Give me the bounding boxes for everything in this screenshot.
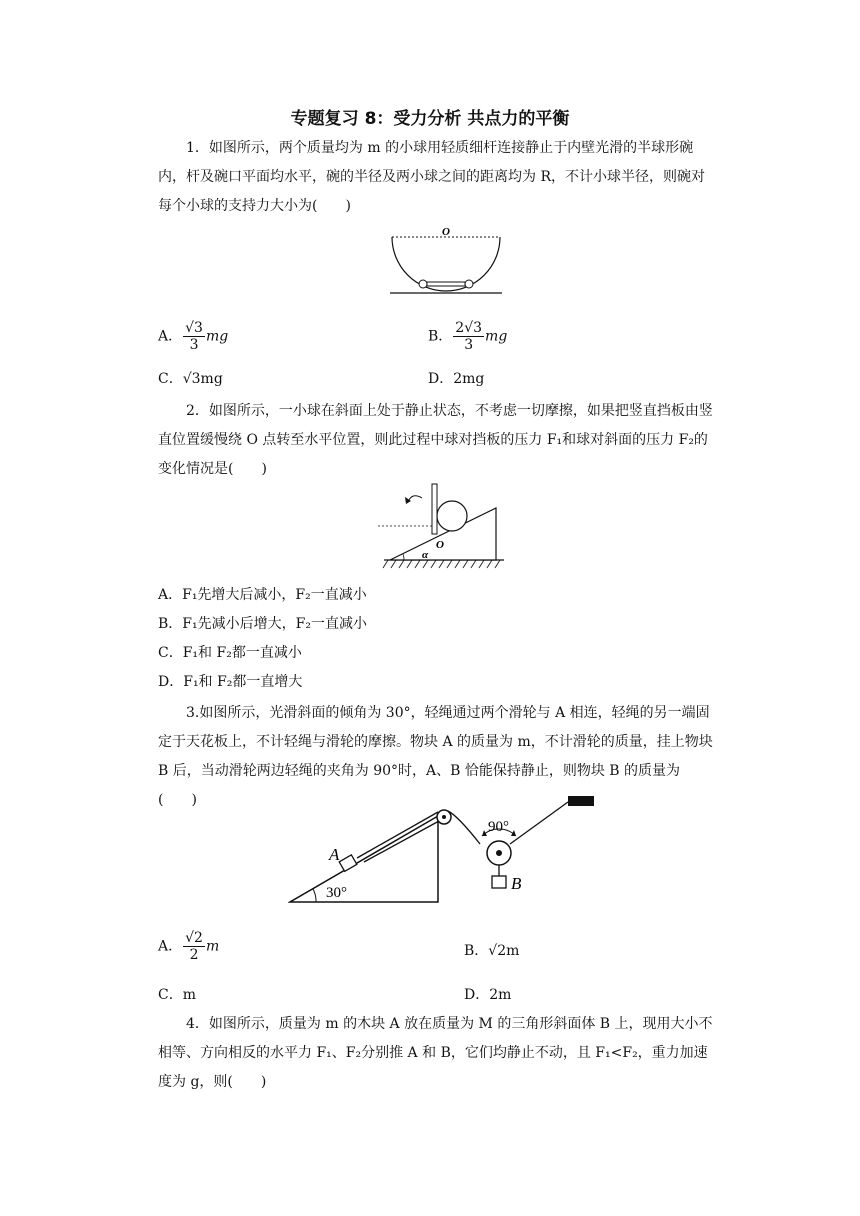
- angle-alpha-label: α: [422, 549, 429, 561]
- q2-option-d: D．F₁和 F₂都一直增大: [158, 674, 303, 690]
- q1-option-a: A． $\frac{√3}{3}$ mg: [158, 320, 229, 353]
- q1-option-b: B． $\frac{2√3}{3}$ mg: [428, 320, 508, 353]
- q2-option-a: A．F₁先增大后减小，F₂一直减小: [158, 587, 367, 603]
- angle-90-label: 90°: [488, 819, 509, 835]
- q3-option-d: D．2m: [464, 987, 512, 1003]
- q1-option-d: D．2mg: [428, 371, 485, 387]
- pulley-figure: [288, 794, 608, 914]
- q3-option-a: A． $\frac{√2}{2}$ m: [158, 930, 220, 963]
- incline-board-figure: [378, 482, 510, 574]
- block-b-label: B: [511, 874, 522, 893]
- question-2-text: 2．如图所示，一小球在斜面上处于静止状态，不考虑一切摩擦，如果把竖直挡板由竖直位置缓慢绕 O 点转至水平位置，则此过程中球对挡板的压力 F₁和球对斜面的压力 F₂的变化情况是( ): [158, 403, 713, 477]
- q3-option-b: B．√2m: [464, 943, 520, 959]
- question-3-text: 3.如图所示，光滑斜面的倾角为 30°，轻绳通过两个滑轮与 A 相连，轻绳的另一端固定于天花板上，不计轻绳与滑轮的摩擦。物块 A 的质量为 m，不计滑轮的质量，挂上物块 B 后，当动滑轮两边轻绳的夹角为 90°时，A、B 恰能保持静止，则物块 B 的质量为( ): [158, 705, 713, 808]
- pivot-label: O: [436, 539, 444, 551]
- block-a-label: A: [329, 845, 340, 864]
- question-4-text: 4．如图所示，质量为 m 的木块 A 放在质量为 M 的三角形斜面体 B 上，现用大小不相等、方向相反的水平力 F₁、F₂分别推 A 和 B，它们均静止不动，且 F₁<F₂，重力加速度为 g，则( ): [158, 1016, 713, 1090]
- bowl-center-label: O: [442, 226, 450, 238]
- q2-option-b: B．F₁先减小后增大，F₂一直减小: [158, 616, 367, 632]
- bowl-figure: [390, 226, 502, 298]
- q2-option-c: C．F₁和 F₂都一直减小: [158, 645, 302, 661]
- angle-30-label: 30°: [326, 885, 347, 901]
- q3-option-c: C．m: [158, 987, 196, 1003]
- question-1-text: 1．如图所示，两个质量均为 m 的小球用轻质细杆连接静止于内壁光滑的半球形碗内，杆及碗口平面均水平，碗的半径及两小球之间的距离均为 R，不计小球半径，则碗对每个小球的支持力大小为( ): [158, 140, 705, 214]
- page-title: 专题复习 8：受力分析 共点力的平衡: [290, 109, 570, 129]
- q1-option-c: C．√3mg: [158, 371, 223, 387]
